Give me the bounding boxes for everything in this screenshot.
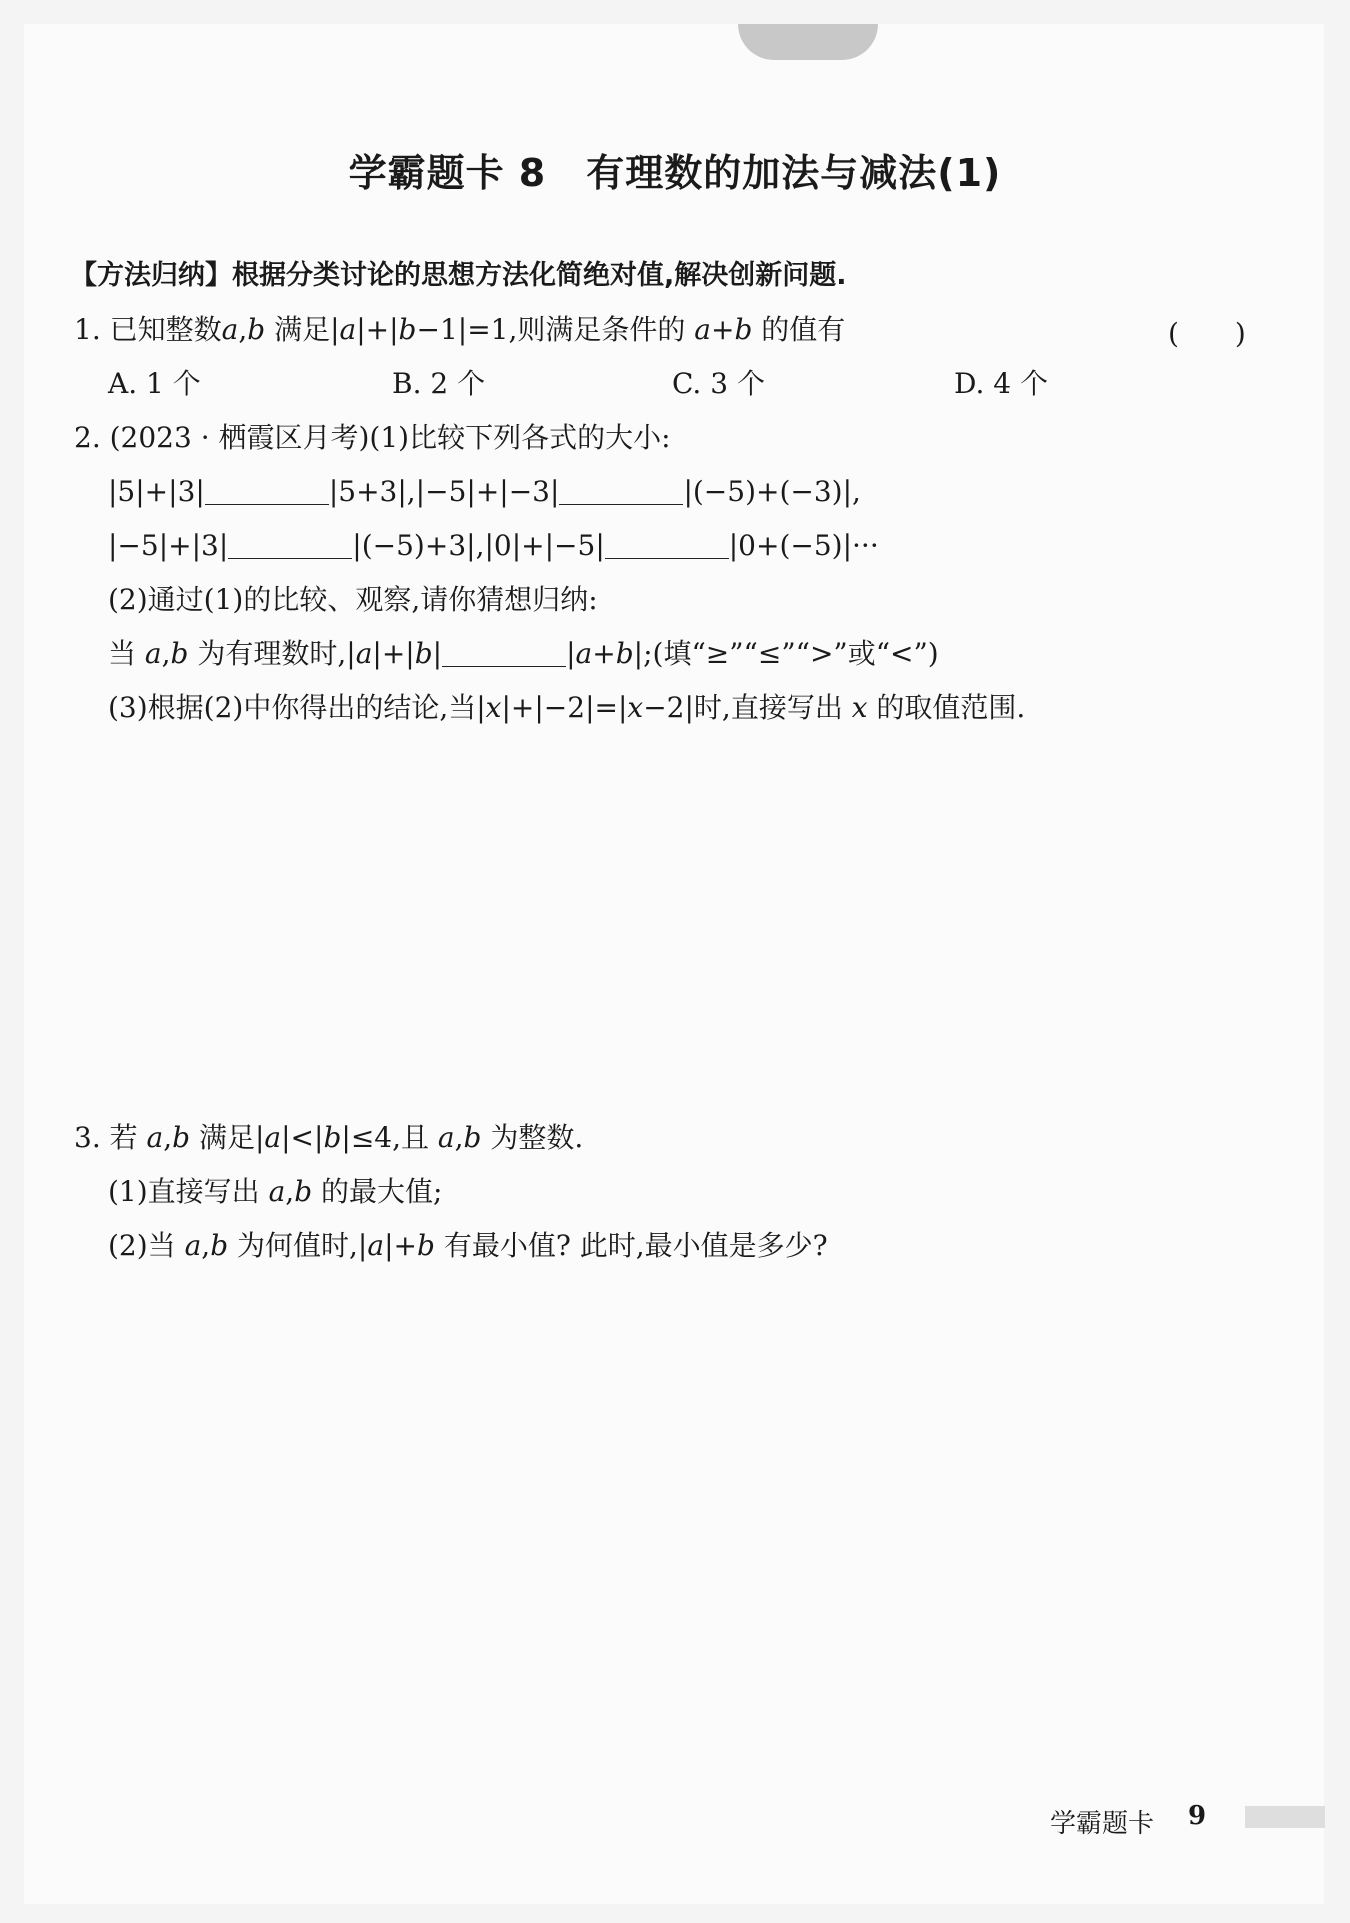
answer-blank[interactable] — [205, 478, 329, 505]
q1-option-d[interactable]: D. 4 个 — [954, 367, 1048, 400]
page-sheet — [24, 24, 1324, 1904]
answer-blank[interactable] — [559, 478, 683, 505]
q3-stem: 3. 若 a,b 满足|a|<|b|≤4,且 a,b 为整数. — [74, 1121, 584, 1154]
footer-label: 学霸题卡 — [1050, 1809, 1155, 1839]
footer-decor-bar — [1245, 1806, 1325, 1828]
q1-option-c[interactable]: C. 3 个 — [672, 367, 765, 400]
page-number: 9 — [1188, 1801, 1207, 1831]
answer-blank[interactable] — [605, 532, 729, 559]
q2-row1: |5|+|3| |5+3|,|−5|+|−3| |(−5)+(−3)|, — [108, 475, 861, 508]
title-topic: 有理数的加法与减法(1) — [586, 151, 1002, 195]
q1-option-b[interactable]: B. 2 个 — [392, 367, 486, 400]
q2-part2-conjecture: 当 a,b 为有理数时,|a|+|b| |a+b|;(填“≥”“≤”“>”或“<”) — [108, 637, 939, 670]
q3-part2: (2)当 a,b 为何值时,|a|+b 有最小值? 此时,最小值是多少? — [108, 1229, 828, 1262]
answer-blank[interactable] — [442, 640, 566, 667]
q1-answer-bracket[interactable]: ( ) — [1168, 317, 1246, 350]
q2-part2: (2)通过(1)的比较、观察,请你猜想归纳: — [108, 583, 598, 616]
q2-part3: (3)根据(2)中你得出的结论,当|x|+|−2|=|x−2|时,直接写出 x 的取值范围. — [108, 691, 1026, 724]
answer-blank[interactable] — [228, 532, 352, 559]
top-binding-tab — [738, 24, 878, 60]
title-label: 学霸题卡 8 — [348, 151, 547, 195]
q1-option-a[interactable]: A. 1 个 — [108, 367, 201, 400]
q1-stem: 1. 已知整数a,b 满足|a|+|b−1|=1,则满足条件的 a+b 的值有 — [74, 313, 846, 346]
q3-part1: (1)直接写出 a,b 的最大值; — [108, 1175, 443, 1208]
q2-intro: 2. (2023 · 栖霞区月考)(1)比较下列各式的大小: — [74, 421, 671, 454]
method-summary: 【方法归纳】根据分类讨论的思想方法化简绝对值,解决创新问题. — [70, 260, 847, 291]
q2-row2: |−5|+|3| |(−5)+3|,|0|+|−5| |0+(−5)|··· — [108, 529, 879, 562]
page-title — [0, 142, 1350, 197]
